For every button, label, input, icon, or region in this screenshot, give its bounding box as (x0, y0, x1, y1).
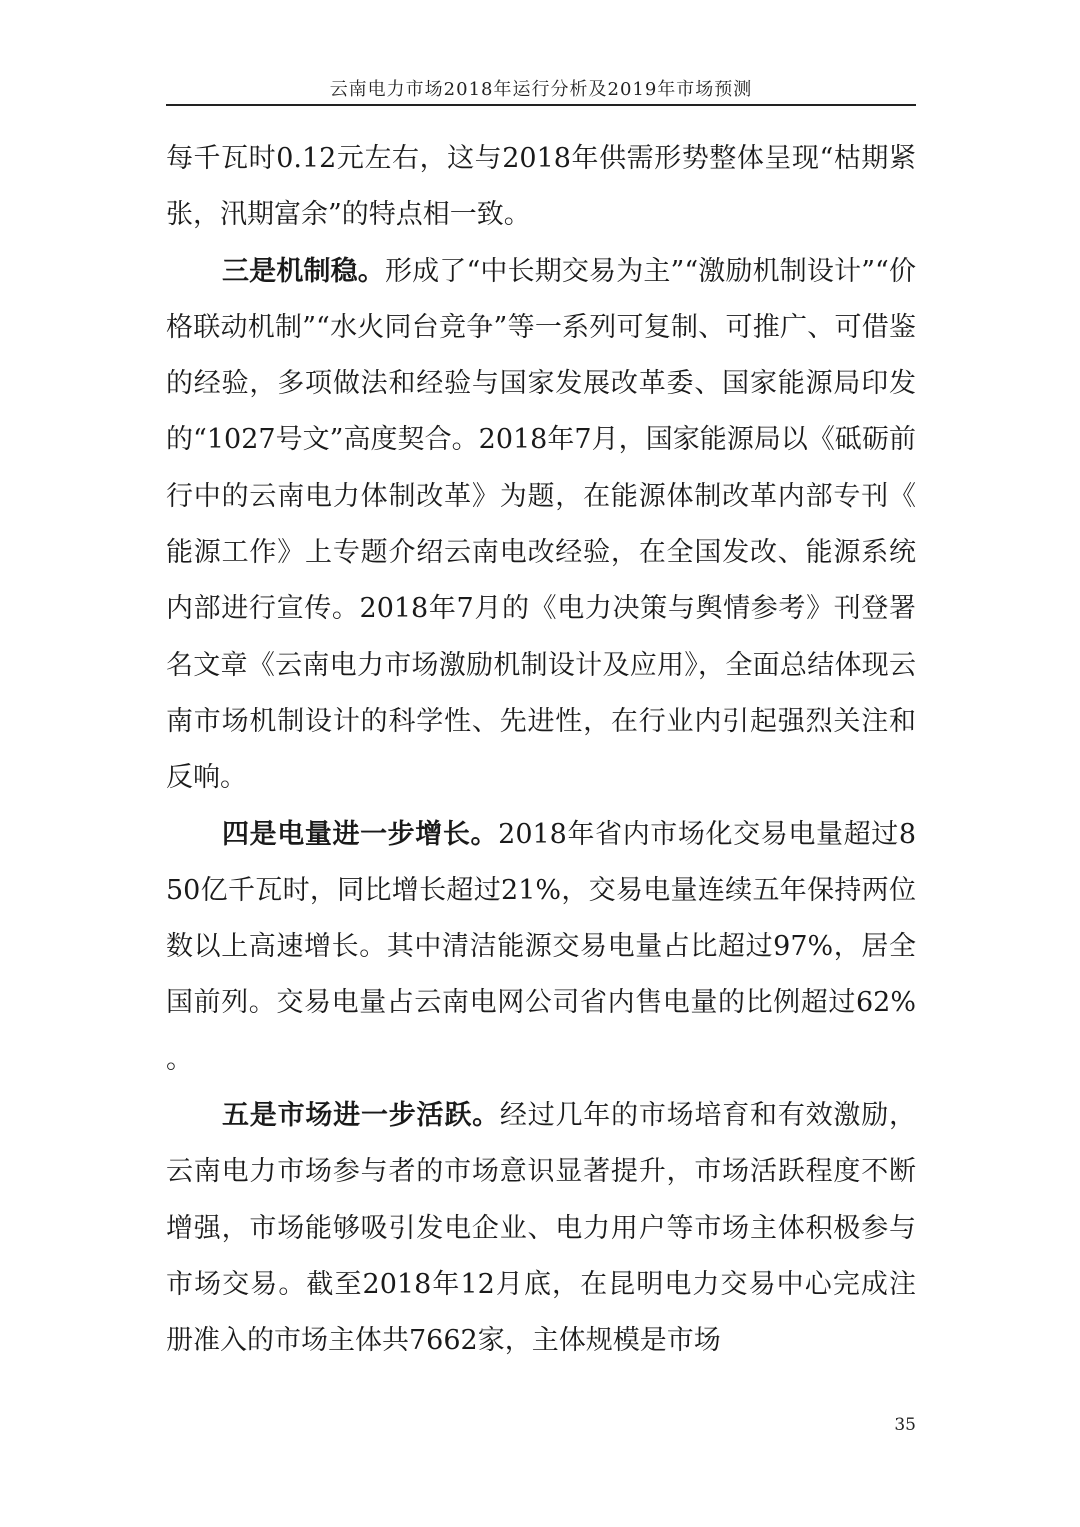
header-rule (166, 104, 916, 106)
page-number: 35 (894, 1415, 916, 1435)
paragraph-text: 2018年省内市场化交易电量超过850亿千瓦时，同比增长超过21%，交易电量连续五年保持两位数以上高速增长。其中清洁能源交易电量占比超过97%，居全国前列。交易电量占云南电网公司省内售电量的比例超过62%。 (166, 818, 917, 1075)
paragraph-mechanism (166, 244, 916, 807)
paragraph-text: 经过几年的市场培育和有效激励，云南电力市场参与者的市场意识显著提升，市场活跃程度不断增强，市场能够吸引发电企业、电力用户等市场主体积极参与市场交易。截至2018年12月底，在昆明电力交易中心完成注册准入的市场主体共7662家，主体规模是市场 (166, 1100, 917, 1357)
paragraph-text: 每千瓦时0.12元左右，这与2018年供需形势整体呈现“枯期紧张，汛期富余”的特点相一致。 (166, 143, 916, 231)
paragraph-heading: 五是市场进一步活跃。 (222, 1100, 500, 1132)
running-header: 云南电力市场2018年运行分析及2019年市场预测 (329, 79, 753, 100)
paragraph-heading: 三是机制稳。 (222, 255, 385, 287)
paragraph-text: 形成了“中长期交易为主”“激励机制设计”“价格联动机制”“水火同台竞争”等一系列可复制、可推广、可借鉴的经验，多项做法和经验与国家发展改革委、国家能源局印发的“1027号文”高度契合。2018年7月，国家能源局以《砥砺前行中的云南电力体制改革》为题，在能源体制改革内部专刊《能源工作》上专题介绍云南电改经验，在全国发改、能源系统内部进行宣传。2018年7月的《电力决策与舆情参考》刊登署名文章《云南电力市场激励机制设计及应用》，全面总结体现云南市场机制设计的科学性、先进性，在行业内引起强烈关注和反响。 (166, 255, 917, 794)
paragraph-continuation (166, 131, 916, 244)
paragraph-heading: 四是电量进一步增长。 (222, 818, 499, 850)
paragraph-market-activity (166, 1088, 916, 1369)
body-text (166, 131, 916, 1370)
paragraph-volume-growth (166, 807, 916, 1088)
